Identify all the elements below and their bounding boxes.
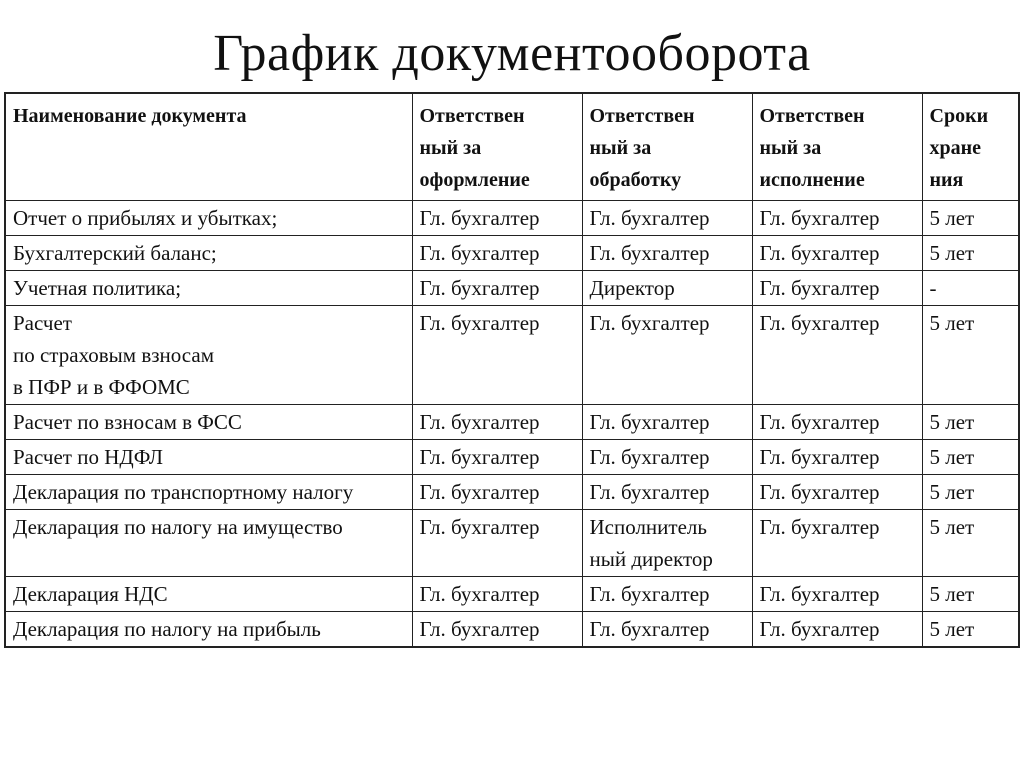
cell-prepare: Гл. бухгалтер (412, 306, 582, 405)
cell-prepare: Гл. бухгалтер (412, 612, 582, 648)
cell-prepare: Гл. бухгалтер (412, 577, 582, 612)
cell-storage: 5 лет (922, 405, 1019, 440)
cell-storage: 5 лет (922, 306, 1019, 405)
table-row (5, 440, 1019, 475)
cell-process: Гл. бухгалтер (582, 440, 752, 475)
cell-execute: Гл. бухгалтер (752, 440, 922, 475)
table-row (5, 475, 1019, 510)
cell-prepare: Гл. бухгалтер (412, 510, 582, 577)
cell-execute: Гл. бухгалтер (752, 475, 922, 510)
cell-prepare: Гл. бухгалтер (412, 201, 582, 236)
cell-document-name: Расчет по взносам в ФСС (5, 405, 412, 440)
table-row (5, 405, 1019, 440)
cell-execute: Гл. бухгалтер (752, 405, 922, 440)
cell-storage: 5 лет (922, 510, 1019, 577)
cell-execute: Гл. бухгалтер (752, 577, 922, 612)
cell-process: Гл. бухгалтер (582, 405, 752, 440)
cell-storage: 5 лет (922, 475, 1019, 510)
table-row (5, 201, 1019, 236)
cell-prepare: Гл. бухгалтер (412, 440, 582, 475)
cell-storage: 5 лет (922, 201, 1019, 236)
header-storage: Сроки хране ния (922, 93, 1019, 201)
cell-execute: Гл. бухгалтер (752, 236, 922, 271)
cell-storage: 5 лет (922, 236, 1019, 271)
table-header-row (5, 93, 1019, 201)
cell-execute: Гл. бухгалтер (752, 306, 922, 405)
cell-process: Гл. бухгалтер (582, 577, 752, 612)
cell-process: Гл. бухгалтер (582, 612, 752, 648)
cell-document-name: Декларация НДС (5, 577, 412, 612)
table-row (5, 236, 1019, 271)
cell-document-name: Отчет о прибылях и убытках; (5, 201, 412, 236)
cell-execute: Гл. бухгалтер (752, 612, 922, 648)
header-process: Ответствен ный за обработку (582, 93, 752, 201)
cell-document-name: Бухгалтерский баланс; (5, 236, 412, 271)
cell-storage: - (922, 271, 1019, 306)
header-document-name: Наименование документа (5, 93, 412, 201)
cell-document-name: Декларация по транспортному налогу (5, 475, 412, 510)
header-prepare: Ответствен ный за оформление (412, 93, 582, 201)
cell-document-name: Учетная политика; (5, 271, 412, 306)
cell-process: Гл. бухгалтер (582, 475, 752, 510)
table-row (5, 306, 1019, 405)
table-row (5, 271, 1019, 306)
document-flow-table (4, 92, 1020, 648)
cell-prepare: Гл. бухгалтер (412, 236, 582, 271)
table-row (5, 510, 1019, 577)
cell-document-name: Декларация по налогу на имущество (5, 510, 412, 577)
table-row (5, 577, 1019, 612)
cell-prepare: Гл. бухгалтер (412, 271, 582, 306)
table-row (5, 612, 1019, 648)
header-execute: Ответствен ный за исполнение (752, 93, 922, 201)
cell-process: Исполнитель ный директор (582, 510, 752, 577)
cell-storage: 5 лет (922, 612, 1019, 648)
cell-execute: Гл. бухгалтер (752, 510, 922, 577)
cell-prepare: Гл. бухгалтер (412, 475, 582, 510)
cell-storage: 5 лет (922, 440, 1019, 475)
cell-prepare: Гл. бухгалтер (412, 405, 582, 440)
cell-document-name: Расчет по страховым взносам в ПФР и в ФФОМС (5, 306, 412, 405)
page-title: График документооборота (213, 25, 811, 82)
cell-process: Гл. бухгалтер (582, 201, 752, 236)
cell-document-name: Расчет по НДФЛ (5, 440, 412, 475)
cell-execute: Гл. бухгалтер (752, 201, 922, 236)
cell-execute: Гл. бухгалтер (752, 271, 922, 306)
cell-process: Директор (582, 271, 752, 306)
cell-process: Гл. бухгалтер (582, 236, 752, 271)
cell-storage: 5 лет (922, 577, 1019, 612)
cell-process: Гл. бухгалтер (582, 306, 752, 405)
cell-document-name: Декларация по налогу на прибыль (5, 612, 412, 648)
